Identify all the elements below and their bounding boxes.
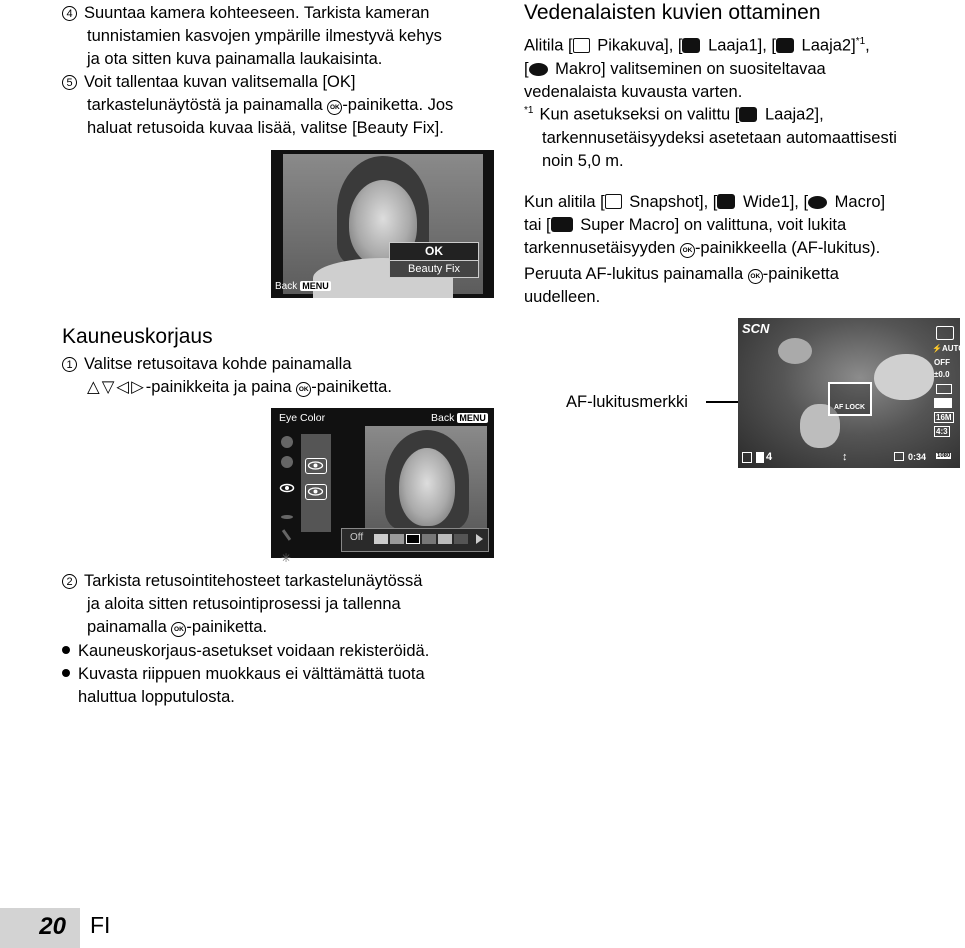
macro-icon <box>808 196 827 209</box>
eye-option[interactable] <box>305 484 327 500</box>
footnote-line-3: noin 5,0 m. <box>542 151 624 170</box>
ok-option[interactable]: OK <box>389 242 479 261</box>
eye-icon <box>306 485 325 498</box>
face-category-icon[interactable] <box>281 456 293 468</box>
super-macro-icon <box>551 217 573 232</box>
af-target <box>828 382 872 416</box>
page-number-tab <box>0 908 80 948</box>
back-control[interactable]: Back MENU <box>275 281 329 292</box>
color-slider[interactable] <box>341 528 489 552</box>
ok-button-icon: OK <box>680 243 695 258</box>
swatch[interactable] <box>454 534 468 544</box>
image-size-indicator: 16M <box>936 413 952 422</box>
bullet-item: Kuvasta riippuen muokkaus ei välttämättä tuota <box>62 663 502 686</box>
wide2-icon <box>776 38 794 53</box>
memory-card-icon <box>742 452 752 463</box>
fish-shape <box>778 338 812 364</box>
movie-icon <box>894 452 904 461</box>
macro-icon <box>529 63 548 76</box>
face-shape <box>399 448 455 526</box>
footnote-ref: *1 <box>855 36 866 47</box>
photo-preview <box>365 426 487 532</box>
white-balance-icon <box>936 384 952 394</box>
wide1-icon <box>682 38 700 53</box>
category-icons <box>279 432 295 565</box>
fish-shape <box>874 354 934 400</box>
camera-screen-review <box>271 150 494 298</box>
step-1-line-1: 1 Valitse retusoitava kohde painamalla <box>62 353 502 376</box>
page-number: 20 <box>39 913 66 940</box>
flash-auto-indicator: ⚡AUTO <box>932 344 965 353</box>
bullet-icon <box>62 646 70 654</box>
stabilizer-icon: ↕ <box>842 451 848 463</box>
af-lock-mark-label: AF-lukitusmerkki <box>566 393 688 411</box>
lips-category-icon[interactable] <box>281 515 293 519</box>
aspect-ratio-indicator: 4:3 <box>936 427 948 436</box>
self-timer-off-indicator: OFF <box>934 358 950 367</box>
paragraph-line-1: Alitila [ Pikakuva], [ Laaja1], [ Laaja2]$^{*1}$, <box>524 36 870 55</box>
step-4-line-1: 4 Suuntaa kamera kohteeseen. Tarkista kameran <box>62 2 502 25</box>
section-title: Kauneuskorjaus <box>62 325 213 348</box>
step-2 <box>62 570 502 639</box>
bullet-item-continued: haluttua lopputulosta. <box>78 688 235 706</box>
scroll-right-icon[interactable] <box>476 534 483 544</box>
snapshot-mode-icon <box>936 326 954 340</box>
arrow-keys-icon: △▽◁▷ <box>87 378 146 396</box>
camera-screen-eye-color <box>271 408 494 565</box>
af-line-2: tai [ Super Macro] on valittuna, voit lukita <box>524 216 847 234</box>
footnote-mark: *1 <box>524 105 534 116</box>
exposure-compensation: ±0.0 <box>934 370 950 379</box>
ok-button-icon: OK <box>327 100 342 115</box>
bullet-icon <box>62 669 70 677</box>
step-number: 2 <box>62 574 77 589</box>
af-line-3: tarkennusetäisyyden OK -painikkeella (AF-lukitus). <box>524 239 881 257</box>
ok-button-icon: OK <box>748 269 763 284</box>
movie-quality-indicator: 1080 <box>937 453 951 459</box>
eye-category-icon[interactable] <box>279 482 295 494</box>
wide1-icon <box>717 194 735 209</box>
eye-icon <box>306 459 325 472</box>
step-2-line-2: ja aloita sitten retusointiprosessi ja tallenna <box>87 595 401 613</box>
screen-heading: Eye Color <box>279 412 326 424</box>
step-4 <box>62 2 502 71</box>
paragraph-line-2: [ Makro] valitseminen on suositeltavaa <box>524 59 826 78</box>
step-number: 4 <box>62 6 77 21</box>
step-4-line-3: ja ota sitten kuva painamalla laukaisinta. <box>87 50 383 68</box>
language-code: FI <box>90 912 111 938</box>
paragraph-line-3: vedenalaista kuvausta varten. <box>524 82 743 101</box>
ok-button-icon: OK <box>171 622 186 637</box>
step-5-line-3: haluat retusoida kuvaa lisää, valitse [Beauty Fix]. <box>87 119 444 137</box>
scene-mode-indicator: SCN <box>742 321 770 336</box>
menu-button-icon: MENU <box>302 281 329 291</box>
swatch[interactable] <box>438 534 452 544</box>
face-category-icon[interactable] <box>281 436 293 448</box>
af-line-5: uudelleen. <box>524 288 601 306</box>
swatch-selected[interactable] <box>406 534 420 544</box>
step-5 <box>62 71 502 140</box>
step-1 <box>62 353 502 399</box>
ok-button-icon: OK <box>296 382 311 397</box>
step-number: 1 <box>62 357 77 372</box>
wide2-icon <box>739 107 757 122</box>
step-4-line-2: tunnistamien kasvojen ympärille ilmestyvä kehys <box>87 27 442 45</box>
right-title: Vedenalaisten kuvien ottaminen <box>524 1 821 24</box>
snapshot-icon <box>605 194 622 209</box>
swatch[interactable] <box>374 534 388 544</box>
menu-button-icon: MENU <box>459 413 486 423</box>
beauty-fix-option[interactable]: Beauty Fix <box>389 260 479 278</box>
af-line-4: Peruuta AF-lukitus painamalla OK -painiketta <box>524 265 839 283</box>
footnote <box>524 99 954 173</box>
af-line-1: Kun alitila [ Snapshot], [ Wide1], [ Macro] <box>524 193 886 211</box>
step-2-line-1: 2 Tarkista retusointitehosteet tarkastelunäytössä <box>62 570 502 593</box>
iso-icon <box>934 398 952 408</box>
step-1-line-2: △▽◁▷-painikkeita ja paina OK -painiketta. <box>87 378 392 396</box>
camera-screen-underwater <box>738 318 965 468</box>
underwater-paragraph <box>524 30 954 104</box>
back-control[interactable]: Back MENU <box>431 412 486 424</box>
footnote-line-1: $^{*1}$ Kun asetukseksi on valittu [ Laaja2], <box>524 105 824 124</box>
eye-option-selected[interactable] <box>305 458 327 474</box>
snapshot-icon <box>573 38 590 53</box>
option-panel <box>301 434 331 532</box>
step-2-line-3: painamalla OK -painiketta. <box>87 618 268 636</box>
footnote-line-2: tarkennusetäisyydeksi asetetaan automaattisesti <box>542 128 897 147</box>
swatch[interactable] <box>422 534 436 544</box>
recording-time: 0:34 <box>908 452 927 462</box>
sparkle-category-icon[interactable]: ✳ <box>281 551 292 565</box>
brush-category-icon[interactable] <box>282 529 291 541</box>
step-5-line-2: tarkastelunäytöstä ja painamalla OK -painiketta. Jos <box>87 96 454 114</box>
shots-remaining: 4 <box>766 451 773 463</box>
storage-icon <box>756 452 764 463</box>
step-5-line-1: 5 Voit tallentaa kuvan valitsemalla [OK] <box>62 71 502 94</box>
bullet-item: Kauneuskorjaus-asetukset voidaan rekisteröidä. <box>62 640 502 663</box>
swatch[interactable] <box>390 534 404 544</box>
step-number: 5 <box>62 75 77 90</box>
af-lock-paragraph <box>524 191 954 309</box>
slider-off-label: Off <box>350 532 364 543</box>
af-lock-indicator: AF LOCK <box>834 404 866 411</box>
bullet-list <box>62 640 502 709</box>
